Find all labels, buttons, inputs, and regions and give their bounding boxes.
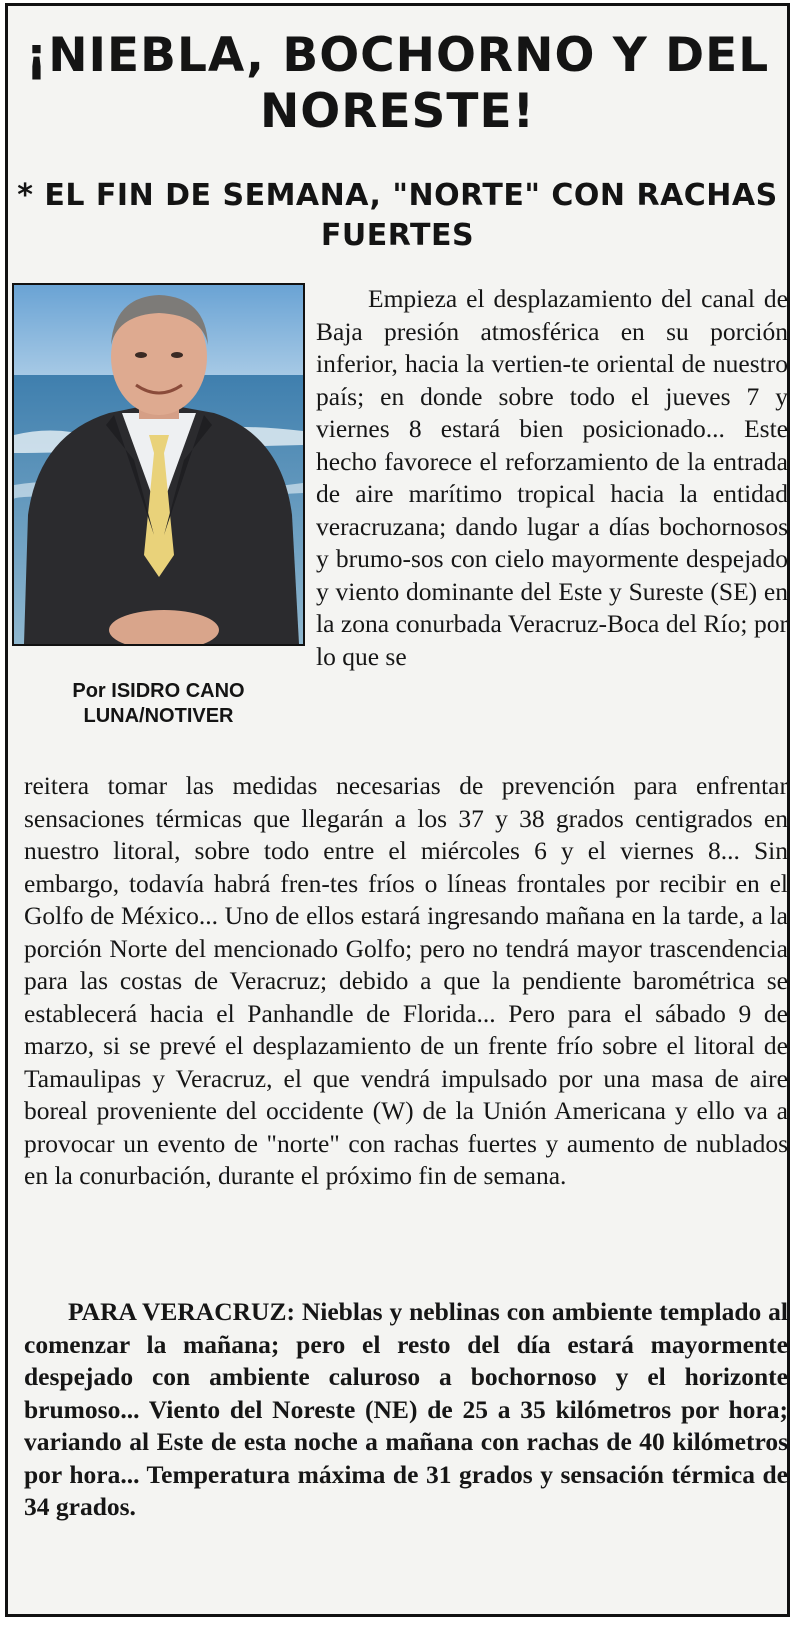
article-body-part-1: Empieza el desplazamiento del canal de Baja presión atmosférica en su porción inferior, hacia la vertien-te oriental de nuestro país; en donde sobre todo el jueves 7 y viernes 8 estará bien posicionado... Este hecho favorece el reforzamiento de la entrada de aire marítimo tropical hacia la entidad veracruzana; dando lugar a días bochornosos y brumo-sos con cielo mayormente despejado y viento dominante del Este y Sureste (SE) en la zona conurbada Veracruz-Boca del Río; por lo que se (316, 284, 788, 671)
article-body-part-2: reitera tomar las medidas necesarias de prevención para enfrentar sensaciones térmicas que llegarán a los 37 y 38 grados centigrados en nuestro litoral, sobre todo entre el miércoles 6 y el viernes 8... Sin embargo, todavía habrá fren-tes fríos o líneas frontales por recibir en el Golfo de México... Uno de ellos estará ingresando mañana en la tarde, a la porción Norte del mencionado Golfo; pero no tendrá mayor trascendencia para las costas de Veracruz; debido a que la pendiente barométrica se establecerá hacia el Panhandle de Florida... Pero para el sábado 9 de marzo, si se prevé el desplazamiento de un frente frío sobre el litoral de Tamaulipas y Veracruz, el que vendrá impulsado por una masa de aire boreal proveniente del occidente (W) de la Unión Americana y ello va a provocar un evento de "norte" con rachas fuertes y aumento de nublados en la conurbación, durante el próximo fin de semana. (24, 771, 788, 1190)
forecast-paragraph: PARA VERACRUZ: Nieblas y neblinas con ambiente templado al comenzar la mañana; pero el resto del día estará mayormente despejado con ambiente caluroso a bochornoso y el horizonte brumoso... Viento del Noreste (NE) de 25 a 35 kilómetros por hora; variando al Este de esta noche a mañana con rachas de 40 kilómetros por hora... Temperatura máxima de 31 grados y sensación térmica de 34 grados. (24, 1297, 788, 1521)
author-photo (12, 283, 305, 646)
subheadline: * EL FIN DE SEMANA, "NORTE" CON RACHAS FUERTES (17, 178, 778, 253)
article-frame (5, 3, 790, 1617)
article-body-continuation (24, 770, 788, 1193)
byline: Por ISIDRO CANO LUNA/NOTIVER (72, 680, 245, 727)
headline: ¡NIEBLA, BOCHORNO Y DEL NORESTE! (25, 28, 770, 139)
article-body-column (316, 283, 788, 673)
